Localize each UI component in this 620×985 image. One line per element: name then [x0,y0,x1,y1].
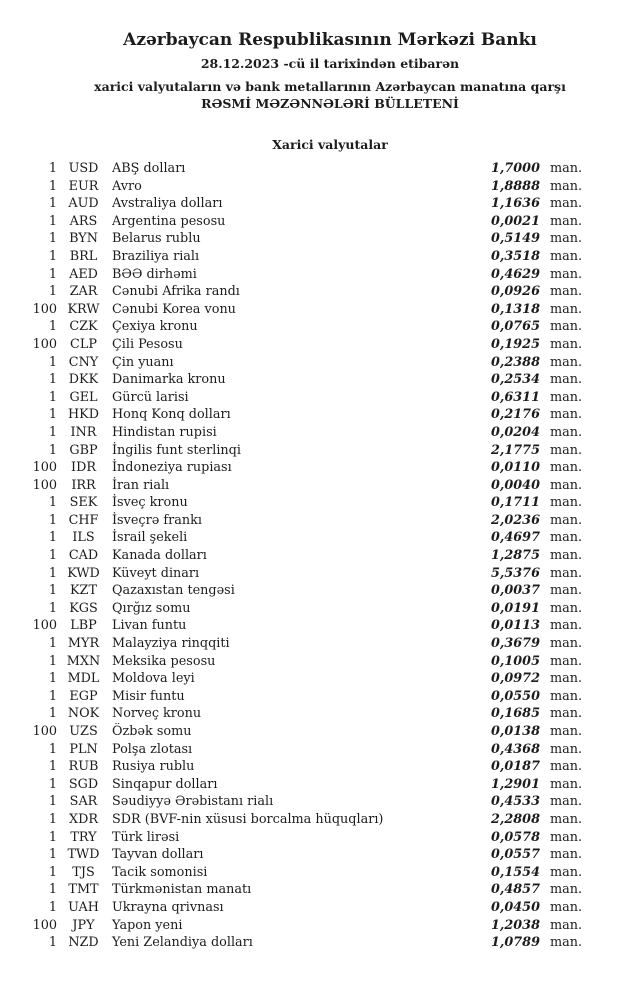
table-row [0,248,620,266]
quantity-cell: 1 [48,530,57,546]
rate-value-cell: 0,1005 [491,653,540,669]
currency-code-cell: KGS [69,600,98,616]
rate-value-cell: 0,3518 [491,248,540,264]
currency-name-cell: İsveç kronu [112,495,188,511]
rate-value-cell: 0,0204 [491,424,540,440]
currency-name-cell: Braziliya rialı [112,248,200,264]
table-row [0,459,620,477]
quantity-cell: 100 [32,460,57,476]
rate-value-cell: 1,2038 [491,917,540,933]
rate-value-cell: 0,0578 [491,829,540,845]
table-row [0,371,620,389]
unit-label-cell: man. [550,248,583,264]
table-row [0,178,620,196]
currency-name-cell: Cənubi Korea vonu [112,301,236,317]
table-row [0,406,620,424]
rate-value-cell: 1,2901 [491,776,540,792]
rate-value-cell: 1,0789 [491,935,540,951]
table-row [0,494,620,512]
rate-value-cell: 0,5149 [491,231,540,247]
quantity-cell: 100 [32,477,57,493]
quantity-cell: 1 [48,231,57,247]
currency-code-cell: MXN [66,653,101,669]
currency-name-cell: Honq Konq dolları [112,407,231,423]
quantity-cell: 1 [48,319,57,335]
table-row [0,617,620,635]
table-row [0,565,620,583]
table-row [0,705,620,723]
currency-code-cell: PLN [69,741,98,757]
unit-label-cell: man. [550,600,583,616]
table-row [0,213,620,231]
currency-name-cell: Qırğız somu [112,600,191,616]
unit-label-cell: man. [550,917,583,933]
scope-line: xarici valyutaların və bank metallarının Azərbaycan manatına qarşı [94,79,566,94]
currency-name-cell: Türkmənistan manatı [112,882,252,898]
currency-code-cell: CHF [68,512,99,528]
rate-value-cell: 0,0972 [491,671,540,687]
table-row [0,881,620,899]
quantity-cell: 1 [48,636,57,652]
table-row [0,318,620,336]
section-title-foreign-currencies: Xarici valyutalar [272,137,388,152]
rate-value-cell: 0,0040 [491,477,540,493]
currency-code-cell: XDR [68,811,98,827]
quantity-cell: 1 [48,512,57,528]
unit-label-cell: man. [550,424,583,440]
currency-name-cell: Gürcü larisi [112,389,189,405]
quantity-cell: 1 [48,811,57,827]
table-row [0,600,620,618]
currency-code-cell: AUD [68,196,99,212]
currency-code-cell: TMT [68,882,99,898]
unit-label-cell: man. [550,811,583,827]
rate-value-cell: 0,0110 [491,460,540,476]
rate-value-cell: 0,2534 [491,372,540,388]
unit-label-cell: man. [550,776,583,792]
currency-name-cell: İsrail şekeli [112,530,188,546]
table-row [0,424,620,442]
currency-name-cell: Tacik somonisi [112,864,208,880]
unit-label-cell: man. [550,741,583,757]
currency-name-cell: Avstraliya dolları [112,196,223,212]
currency-name-cell: Belarus rublu [112,231,201,247]
table-row [0,160,620,178]
table-row [0,741,620,759]
quantity-cell: 1 [48,759,57,775]
unit-label-cell: man. [550,460,583,476]
rate-value-cell: 2,2808 [491,811,540,827]
quantity-cell: 1 [48,776,57,792]
currency-code-cell: AED [69,266,98,282]
currency-name-cell: Səudiyyə Ərəbistanı rialı [112,794,274,810]
quantity-cell: 1 [48,882,57,898]
quantity-cell: 1 [48,407,57,423]
currency-name-cell: Moldova leyi [112,671,195,687]
quantity-cell: 1 [48,794,57,810]
currency-name-cell: Ukrayna qrivnası [112,899,224,915]
bulletin-title: RƏSMİ MƏZƏNNƏLƏRİ BÜLLETENİ [201,96,459,111]
currency-code-cell: MDL [67,671,100,687]
currency-name-cell: BƏƏ dirhəmi [112,266,197,282]
table-row [0,653,620,671]
quantity-cell: 1 [48,671,57,687]
unit-label-cell: man. [550,477,583,493]
table-row [0,230,620,248]
unit-label-cell: man. [550,512,583,528]
currency-name-cell: Argentina pesosu [112,213,226,229]
currency-code-cell: TRY [70,829,97,845]
rate-value-cell: 2,0236 [491,512,540,528]
unit-label-cell: man. [550,864,583,880]
currency-name-cell: Meksika pesosu [112,653,216,669]
quantity-cell: 1 [48,354,57,370]
unit-label-cell: man. [550,548,583,564]
unit-label-cell: man. [550,618,583,634]
currency-name-cell: Qazaxıstan tengəsi [112,583,235,599]
rate-value-cell: 0,6311 [491,389,540,405]
quantity-cell: 1 [48,864,57,880]
currency-name-cell: Malayziya rinqqiti [112,636,230,652]
rate-value-cell: 1,2875 [491,548,540,564]
currency-name-cell: Polşa zlotası [112,741,193,757]
currency-name-cell: Misir funtu [112,688,185,704]
unit-label-cell: man. [550,882,583,898]
table-row [0,723,620,741]
table-row [0,934,620,952]
rate-value-cell: 0,0926 [491,284,540,300]
currency-code-cell: SGD [68,776,99,792]
table-row [0,688,620,706]
table-row [0,195,620,213]
quantity-cell: 1 [48,178,57,194]
currency-name-cell: Türk lirəsi [112,829,180,845]
currency-code-cell: KRW [67,301,100,317]
rate-value-cell: 0,0021 [491,213,540,229]
currency-code-cell: EUR [68,178,99,194]
quantity-cell: 1 [48,442,57,458]
currency-code-cell: EGP [69,688,98,704]
rate-value-cell: 0,1554 [491,864,540,880]
unit-label-cell: man. [550,442,583,458]
rate-value-cell: 0,0765 [491,319,540,335]
table-row [0,283,620,301]
document-header [0,0,620,112]
rate-value-cell: 0,4533 [491,794,540,810]
unit-label-cell: man. [550,688,583,704]
unit-label-cell: man. [550,829,583,845]
currency-name-cell: Çin yuanı [112,354,174,370]
quantity-cell: 1 [48,847,57,863]
unit-label-cell: man. [550,213,583,229]
table-row [0,635,620,653]
currency-code-cell: BRL [69,248,98,264]
rate-value-cell: 0,4629 [491,266,540,282]
currency-code-cell: GBP [69,442,98,458]
unit-label-cell: man. [550,530,583,546]
unit-label-cell: man. [550,935,583,951]
unit-label-cell: man. [550,196,583,212]
unit-label-cell: man. [550,636,583,652]
currency-name-cell: İndoneziya rupiası [112,460,232,476]
rate-value-cell: 0,0138 [491,724,540,739]
unit-label-cell: man. [550,653,583,669]
unit-label-cell: man. [550,495,583,511]
rate-value-cell: 0,0550 [491,688,540,704]
quantity-cell: 1 [48,196,57,212]
currency-code-cell: BYN [69,231,98,247]
rate-value-cell: 0,1685 [491,706,540,722]
currency-code-cell: ZAR [69,284,98,300]
rate-value-cell: 0,4368 [491,741,540,757]
quantity-cell: 100 [32,724,57,739]
table-row [0,336,620,354]
table-row [0,477,620,495]
rate-value-cell: 0,0450 [491,899,540,915]
table-row [0,442,620,460]
currency-code-cell: CAD [68,548,99,564]
currency-name-cell: İran rialı [112,477,170,493]
quantity-cell: 100 [32,917,57,933]
rate-value-cell: 0,0557 [491,847,540,863]
unit-label-cell: man. [550,284,583,300]
table-row [0,864,620,882]
currency-code-cell: CLP [70,336,97,352]
quantity-cell: 1 [48,266,57,282]
rate-value-cell: 0,4857 [491,882,540,898]
currency-name-cell: Çili Pesosu [112,336,183,352]
currency-code-cell: INR [70,424,97,440]
currency-code-cell: USD [68,161,99,176]
unit-label-cell: man. [550,372,583,388]
quantity-cell: 1 [48,389,57,405]
rate-value-cell: 0,0113 [491,618,540,634]
rate-value-cell: 0,0191 [491,600,540,616]
rate-value-cell: 0,0187 [491,759,540,775]
table-row [0,670,620,688]
currency-code-cell: RUB [68,759,99,775]
currency-code-cell: HKD [68,407,99,423]
unit-label-cell: man. [550,301,583,317]
quantity-cell: 1 [48,424,57,440]
currency-name-cell: Tayvan dolları [112,847,204,863]
currency-name-cell: Norveç kronu [112,706,202,722]
currency-code-cell: IDR [71,460,96,476]
unit-label-cell: man. [550,336,583,352]
quantity-cell: 1 [48,583,57,599]
currency-code-cell: ILS [72,530,95,546]
quantity-cell: 1 [48,161,57,176]
currency-name-cell: Livan funtu [112,618,187,634]
currency-code-cell: TJS [72,864,95,880]
currency-code-cell: TWD [67,847,100,863]
rate-value-cell: 1,8888 [491,178,540,194]
quantity-cell: 100 [32,336,57,352]
rate-value-cell: 0,4697 [491,530,540,546]
unit-label-cell: man. [550,407,583,423]
unit-label-cell: man. [550,389,583,405]
bank-name-title: Azərbaycan Respublikasının Mərkəzi Bankı [123,30,537,50]
currency-code-cell: KZT [70,583,97,599]
currency-code-cell: JPY [72,917,95,933]
rate-value-cell: 0,2176 [491,407,540,423]
currency-code-cell: SEK [69,495,98,511]
quantity-cell: 1 [48,372,57,388]
currency-code-cell: SAR [69,794,98,810]
quantity-cell: 1 [48,899,57,915]
rate-value-cell: 0,3679 [491,636,540,652]
currency-name-cell: Sinqapur dolları [112,776,218,792]
rate-value-cell: 2,1775 [491,442,540,458]
quantity-cell: 1 [48,688,57,704]
quantity-cell: 1 [48,653,57,669]
unit-label-cell: man. [550,354,583,370]
currency-name-cell: ABŞ dolları [112,161,186,176]
unit-label-cell: man. [550,847,583,863]
table-row [0,582,620,600]
unit-label-cell: man. [550,899,583,915]
quantity-cell: 100 [32,618,57,634]
unit-label-cell: man. [550,231,583,247]
currency-code-cell: DKK [68,372,99,388]
rate-value-cell: 1,7000 [491,161,540,176]
unit-label-cell: man. [550,319,583,335]
currency-code-cell: MYR [67,636,100,652]
currency-code-cell: GEL [69,389,98,405]
currency-code-cell: UZS [69,724,98,739]
unit-label-cell: man. [550,161,583,176]
currency-name-cell: Kanada dolları [112,548,207,564]
quantity-cell: 1 [48,284,57,300]
table-row [0,793,620,811]
unit-label-cell: man. [550,759,583,775]
table-row [0,899,620,917]
table-row [0,266,620,284]
quantity-cell: 1 [48,565,57,581]
currency-code-cell: LBP [70,618,97,634]
quantity-cell: 1 [48,495,57,511]
quantity-cell: 1 [48,600,57,616]
currency-name-cell: SDR (BVF-nin xüsusi borcalma hüquqları) [112,811,384,827]
currency-code-cell: KWD [67,565,100,581]
table-row [0,301,620,319]
unit-label-cell: man. [550,794,583,810]
currency-name-cell: İsveçrə frankı [112,512,202,528]
unit-label-cell: man. [550,671,583,687]
currency-code-cell: IRR [71,477,96,493]
table-row [0,547,620,565]
unit-label-cell: man. [550,583,583,599]
table-row [0,776,620,794]
rate-value-cell: 0,2388 [491,354,540,370]
effective-date-line: 28.12.2023 -cü il tarixindən etibarən [200,56,460,71]
currency-code-cell: CZK [69,319,98,335]
quantity-cell: 1 [48,935,57,951]
currency-name-cell: Rusiya rublu [112,759,195,775]
quantity-cell: 1 [48,706,57,722]
quantity-cell: 1 [48,548,57,564]
quantity-cell: 1 [48,248,57,264]
currency-name-cell: Küveyt dinarı [112,565,200,581]
unit-label-cell: man. [550,266,583,282]
rates-table [0,160,620,952]
rate-value-cell: 0,1318 [491,301,540,317]
table-row [0,354,620,372]
currency-name-cell: Yeni Zelandiya dolları [112,935,253,951]
table-row [0,917,620,935]
currency-code-cell: NOK [67,706,100,722]
rate-value-cell: 5,5376 [491,565,540,581]
table-row [0,512,620,530]
rate-value-cell: 0,1711 [491,495,540,511]
rate-value-cell: 1,1636 [491,196,540,212]
currency-name-cell: İngilis funt sterlinqi [112,442,241,458]
table-row [0,758,620,776]
currency-code-cell: UAH [68,899,99,915]
currency-name-cell: Cənubi Afrika randı [112,284,240,300]
currency-name-cell: Yapon yeni [112,917,183,933]
rate-value-cell: 0,1925 [491,336,540,352]
unit-label-cell: man. [550,706,583,722]
currency-code-cell: NZD [68,935,99,951]
table-row [0,529,620,547]
table-row [0,811,620,829]
unit-label-cell: man. [550,565,583,581]
unit-label-cell: man. [550,724,583,739]
currency-name-cell: Özbək somu [112,724,192,739]
currency-name-cell: Çexiya kronu [112,319,198,335]
table-row [0,389,620,407]
currency-code-cell: CNY [68,354,99,370]
quantity-cell: 1 [48,213,57,229]
currency-code-cell: ARS [69,213,98,229]
currency-name-cell: Hindistan rupisi [112,424,217,440]
table-row [0,829,620,847]
rate-value-cell: 0,0037 [491,583,540,599]
table-row [0,846,620,864]
quantity-cell: 1 [48,741,57,757]
unit-label-cell: man. [550,178,583,194]
quantity-cell: 100 [32,301,57,317]
currency-name-cell: Danimarka kronu [112,372,226,388]
currency-name-cell: Avro [112,178,142,194]
quantity-cell: 1 [48,829,57,845]
